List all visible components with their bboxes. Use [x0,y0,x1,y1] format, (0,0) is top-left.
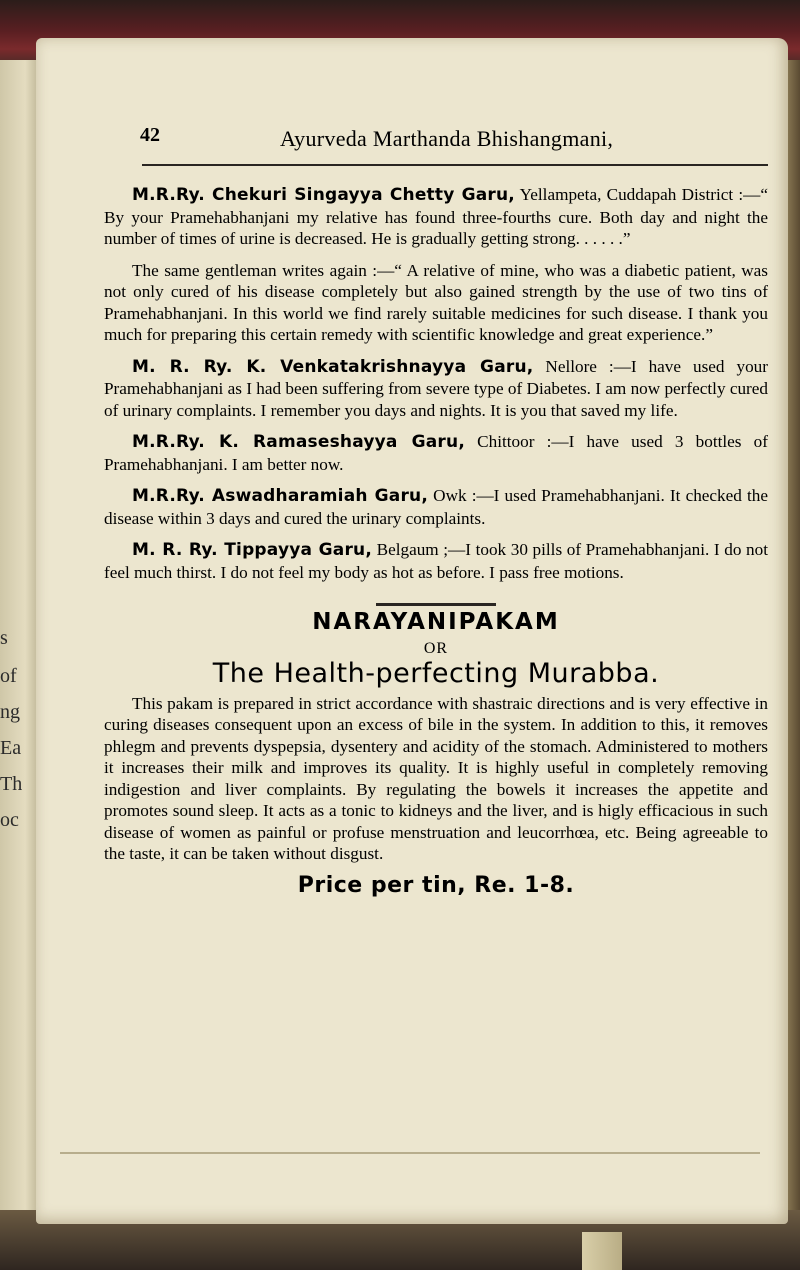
testimonial-text: Yellampeta, Cuddapah District :—“ By your Pramehabhanjani my relative has found three-fourths cure. Both day and night the number of times of urine is decreased. He is gradually getting strong. . . . . .” [104,185,768,248]
testimonial-paragraph [104,356,768,422]
product-subtitle: The Health-perfecting Murabba. [212,658,660,689]
margin-fragment: Th [0,773,23,795]
testimonial-name: M. R. Ry. Tippayya Garu, [132,540,372,560]
testimonial-text: Owk :—I used Pramehabhanjani. It checked the disease within 3 days and cured the urinary complaints. [104,486,769,528]
testimonial-name: M.R.Ry. Chekuri Singayya Chetty Garu, [132,185,515,205]
margin-fragment: of [0,665,17,687]
section-divider [376,603,496,606]
product-title-or: OR [423,639,449,657]
product-title: NARAYANIPAKAM [312,609,560,635]
testimonial-name: M.R.Ry. Aswadharamiah Garu, [132,486,429,506]
testimonial-text: Nellore :—I have used your Pramehabhanjani as I had been suffering from severe type of Diabetes. I am now perfectly cured of urinary complaints. I remember you days and nights. It is you that saved my life. [104,356,769,420]
testimonial-name: M.R.Ry. K. Ramaseshayya Garu, [132,432,465,452]
testimonial-paragraph [104,260,768,346]
testimonial-text: Belgaum ;—I took 30 pills of Pramehabhanjani. I do not feel much thirst. I do not feel my body as hot as before. I pass free motions. [104,540,768,582]
margin-fragment: s [0,627,8,649]
product-price: Price per tin, Re. 1-8. [297,872,575,898]
testimonial-text: The same gentleman writes again :—“ A relative of mine, who was a diabetic patient, was not only cured of his disease completely but also gained strength by the use of two tins of Pramehabhanjani. In this world we find rarely suitable medicines for such disease. I thank you much for preparing this certain remedy with scientific knowledge and great experience.” [104,260,768,344]
product-description: This pakam is prepared in strict accordance with shastraic directions and is very effective in curing diseases consequent upon an excess of bile in the system. In addition to this, it removes phlegm and prevents dyspepsia, dysentery and acidity of the stomach. Administered to mothers it increases their milk and improves its quality. It is highly useful in completely removing indigestion and liver complaints. By regulating the bowels it increases the appetite and promotes sound sleep. It acts as a tonic to kidneys and the liver, and is higly efficacious in such disease of women as painful or profuse menstruation and leucorrhœa, etc. Being agreeable to the taste, it can be taken without disgust. [104,693,768,863]
header-rule [142,164,768,166]
page-number: 42 [140,124,160,146]
page-tab-marker [582,1232,622,1270]
running-head: Ayurveda Marthanda Bhishangmani, [280,126,614,151]
testimonial-paragraph [104,431,768,475]
page-body [104,184,768,896]
testimonial-paragraph [104,184,768,250]
page-bottom-rule [60,1152,760,1154]
margin-fragment: Ea [0,737,22,759]
testimonial-paragraph [104,539,768,583]
margin-fragment: ng [0,701,20,723]
margin-fragment: oc [0,809,19,831]
testimonial-paragraph [104,485,768,529]
testimonial-text: Chittoor :—I have used 3 bottles of Pramehabhanjani. I am better now. [104,432,768,474]
testimonial-name: M. R. Ry. K. Venkatakrishnayya Garu, [132,356,534,377]
